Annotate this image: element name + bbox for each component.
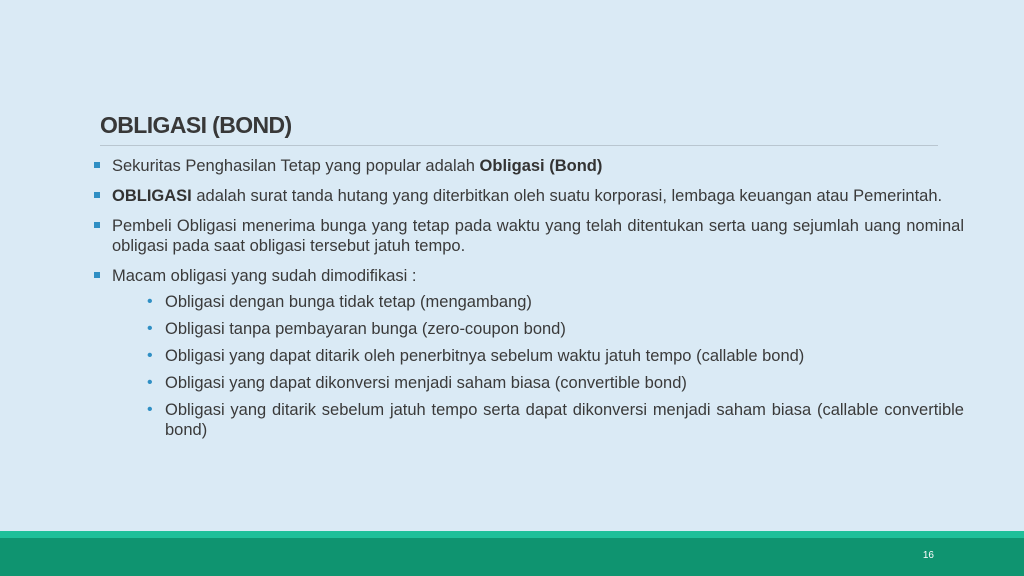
slide-title: OBLIGASI (BOND) [100, 112, 292, 138]
page-number: 16 [922, 550, 934, 561]
sub-bullet-text: Obligasi yang dapat ditarik oleh penerbitnya sebelum waktu jatuh tempo (callable bond) [165, 347, 805, 365]
round-bullet-icon: • [147, 293, 153, 310]
footer-bar [0, 538, 1024, 576]
sub-bullet-item [112, 292, 964, 312]
bullet-item [92, 156, 964, 176]
bullet-text: Sekuritas Penghasilan Tetap yang popular adalah [112, 157, 480, 175]
bullet-bold-text: Obligasi (Bond) [479, 157, 603, 175]
bullet-item [92, 216, 964, 256]
bullet-item [92, 186, 964, 206]
footer-stripe [0, 531, 1024, 538]
square-bullet-icon [94, 272, 100, 278]
sub-bullet-text: Obligasi tanpa pembayaran bunga (zero-coupon bond) [165, 320, 566, 338]
sub-bullet-item [112, 346, 964, 366]
square-bullet-icon [94, 222, 100, 228]
sub-bullet-item [112, 373, 964, 393]
sub-bullet-item [112, 400, 964, 440]
bullet-item [92, 266, 964, 440]
slide-content [92, 156, 964, 450]
title-divider [100, 145, 938, 146]
sub-bullet-item [112, 319, 964, 339]
sub-bullet-text: Obligasi yang ditarik sebelum jatuh tempo serta dapat dikonversi menjadi saham biasa (callable convertible bond) [165, 401, 964, 439]
square-bullet-icon [94, 162, 100, 168]
bullet-text: Macam obligasi yang sudah dimodifikasi : [112, 267, 417, 285]
round-bullet-icon: • [147, 401, 153, 418]
round-bullet-icon: • [147, 374, 153, 391]
sub-bullet-text: Obligasi yang dapat dikonversi menjadi saham biasa (convertible bond) [165, 374, 687, 392]
square-bullet-icon [94, 192, 100, 198]
round-bullet-icon: • [147, 347, 153, 364]
sub-bullet-list [112, 292, 964, 440]
bullet-bold-text: OBLIGASI [112, 187, 192, 205]
bullet-text: Pembeli Obligasi menerima bunga yang tetap pada waktu yang telah ditentukan serta uang sejumlah uang nominal obligasi pada saat obligasi tersebut jatuh tempo. [112, 217, 964, 255]
sub-bullet-text: Obligasi dengan bunga tidak tetap (mengambang) [165, 293, 532, 311]
bullet-text: adalah surat tanda hutang yang diterbitkan oleh suatu korporasi, lembaga keuangan atau Pemerintah. [191, 187, 943, 205]
round-bullet-icon: • [147, 320, 153, 337]
